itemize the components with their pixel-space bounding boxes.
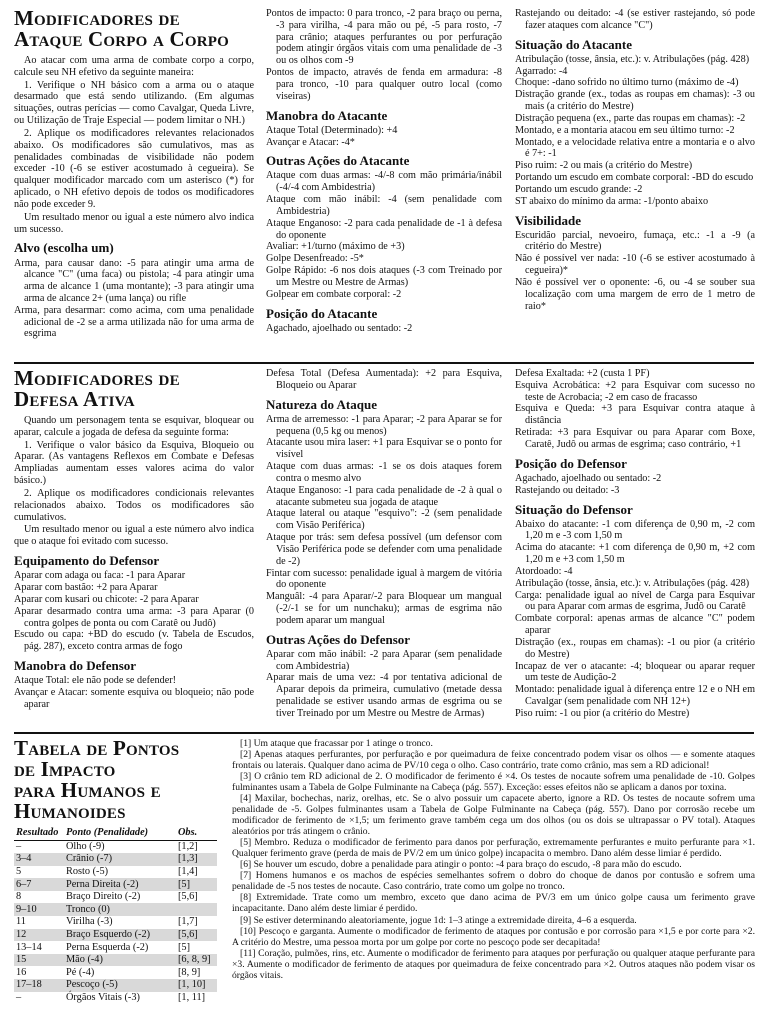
defense-maneuver-entry: Ataque Total: ele não pode se defender!	[14, 675, 177, 687]
hit-note: [9] Se estiver determinando aleatoriamente, jogue 1d: 1–3 atinge a extremidade direita, 4–6 a esquerda.	[240, 914, 637, 926]
attack-position-entry: Rastejando ou deitado: -4 (se estiver rastejando, só pode fazer ataques com alcance "C")	[515, 8, 755, 31]
defense-column-3	[515, 368, 755, 720]
attack-maneuver-entry: Avançar e Atacar: -4*	[266, 136, 355, 148]
defense-equipment-heading: Equipamento do Defensor	[14, 553, 160, 569]
hit-cell-location: Rosto (-5)	[66, 865, 109, 877]
attack-modifiers-section	[0, 8, 768, 363]
hit-cell-location: Tronco (0)	[64, 903, 176, 916]
defense-other-entry: Aparar mais de uma vez: -4 por tentativa adicional de Aparar depois da primeira, cumulativo (metade dessa penalidade se estiver usando armas de esgrima ou se tiver Treinado por um Mestre ou Mestre de Armas)	[266, 672, 502, 719]
hit-cell-location: Braço Esquerdo (-2)	[64, 929, 176, 942]
table-row	[14, 954, 217, 967]
defense-nature-entry: Ataque Enganoso: -1 para cada penalidade de -2 à qual o atacante submeteu sua jogada de ataque	[266, 484, 502, 508]
defense-nature-entry: Ataque lateral ou ataque "esquivo": -2 (sem penalidade com Visão Periférica)	[266, 508, 502, 532]
defense-column-1	[14, 368, 254, 711]
defense-title-line1: Modificadores de	[14, 366, 180, 390]
hit-cell-notes: [1,3]	[176, 853, 217, 866]
hit-cell-result: 13–14	[16, 941, 42, 953]
attack-visibility-entry: Não é possível ver nada: -10 (-6 se estiver acostumado à cegueira)*	[515, 253, 755, 277]
defense-equipment-entry: Aparar com adaga ou faca: -1 para Aparar	[14, 570, 186, 582]
table-row	[14, 891, 217, 904]
hit-cell-result: 3–4	[14, 853, 64, 866]
defense-result: Um resultado menor ou igual a este número alvo indica que o ataque foi evitado com sucesso.	[14, 524, 254, 548]
hit-cell-location: Braço Direito (-2)	[66, 891, 141, 903]
defense-intro: Quando um personagem tenta se esquivar, bloquear ou aparar, calcule a jogada de defesa da seguinte forma:	[14, 415, 254, 438]
hit-cell-result: 16	[16, 966, 27, 978]
hit-cell-location: Olho (-9)	[66, 841, 105, 853]
defense-situation-entry: Distração (ex., roupas em chamas): -1 ou pior (a critério do Mestre)	[515, 636, 755, 660]
defense-situation-entry: Incapaz de ver o atacante: -4; bloquear ou aparar requer um teste de Audição-2	[515, 660, 755, 684]
attack-other-entry: Golpe Rápido: -6 nos dois ataques (-3 com Treinado por um Mestre ou Mestre de Armas)	[266, 265, 502, 288]
defense-equipment-entry: Aparar com bastão: +2 para Aparar	[14, 582, 158, 594]
defense-situation-entry: Combate corporal: apenas armas de alcance "C" podem aparar	[515, 613, 755, 637]
table-row	[14, 929, 217, 942]
table-row	[14, 941, 217, 954]
attack-situation-entry: Piso ruim: -2 ou mais (a critério do Mestre)	[515, 160, 693, 172]
table-row	[14, 966, 217, 979]
attack-other-entry: Ataque com mão inábil: -4 (sem penalidade com Ambidestria)	[266, 194, 502, 217]
hit-cell-notes: [1, 10]	[176, 979, 217, 992]
defense-equipment-entry: Escudo ou capa: +BD do escudo (v. Tabela de Escudos, pág. 287), exceto contra armas de fogo	[14, 629, 254, 653]
table-row	[14, 866, 217, 879]
hit-header-result: Resultado	[14, 826, 64, 840]
hit-cell-result: 6–7	[14, 878, 64, 891]
hit-cell-notes: [5]	[176, 878, 217, 891]
hit-note: [10] Pescoço e garganta. Aumente o modificador de ferimento de ataques por contusão e por corrosão para ×1,5 e por corte para ×2. A critério do Mestre, uma pessoa morta por um golpe por corte no pescoço pode ser decapitada!	[232, 925, 755, 948]
attack-hit-entry: Pontos de impacto, através de fenda em armadura: -8 para tronco, -10 para qualquer outro local (como viseiras)	[266, 67, 502, 102]
defense-situation-entry: Piso ruim: -1 ou pior (a critério do Mestre)	[515, 707, 690, 719]
hit-cell-location: Mão (-4)	[64, 954, 176, 967]
attack-situation-heading: Situação do Atacante	[515, 36, 632, 52]
hit-note: [5] Membro. Reduza o modificador de ferimento para danos por perfuração, extremamente perfurantes e muito perfurante para ×1. Qualquer ferimento grave (perda de mais de PV/2 em um único golpe) incapacita o membro. Dano além desse limiar é perdido.	[232, 837, 755, 860]
attack-title-line2: Ataque Corpo a Corpo	[14, 27, 229, 51]
defense-title-line2: Defesa Ativa	[14, 387, 135, 411]
defense-modifiers-section	[0, 368, 768, 728]
table-row	[14, 840, 217, 853]
hit-cell-notes: [5,6]	[176, 929, 217, 942]
hit-cell-notes: [1,2]	[178, 841, 198, 853]
attack-column-3	[515, 8, 755, 312]
attack-visibility-heading: Visibilidade	[515, 212, 581, 228]
defense-nature-heading: Natureza do Ataque	[266, 396, 377, 412]
hit-note: [6] Se houver um escudo, dobre a penalidade para atingir o ponto: -4 para braço do escudo, -8 para mão do escudo.	[240, 859, 682, 871]
hit-cell-notes: [5,6]	[178, 891, 198, 903]
hit-cell-location: Perna Esquerda (-2)	[66, 941, 149, 953]
defense-position-heading: Posição do Defensor	[515, 455, 627, 471]
hit-cell-notes: [5]	[178, 941, 191, 953]
section-divider	[14, 732, 754, 734]
attack-situation-entry: ST abaixo do mínimo da arma: -1/ponto abaixo	[515, 195, 709, 207]
hit-title-line: para Humanos e	[14, 778, 161, 802]
table-row	[14, 903, 217, 916]
hit-table-title	[14, 738, 224, 822]
attack-step1: 1. Verifique o NH básico com a arma ou o ataque desarmado que está sendo utilizando. (Em algumas situações, outras perícias — como Cavalgar, Queda Livre, ou Utilização de Traje Especial — podem limitar o NH.)	[14, 79, 254, 127]
attack-column-2	[266, 8, 502, 334]
defense-nature-entry: Atacante usou mira laser: +1 para Esquivar se o ponto for visível	[266, 437, 502, 461]
table-row	[14, 979, 217, 992]
attack-visibility-entry: Não é possível ver o oponente: -6, ou -4 se souber sua localização com uma margem de erro de 1 metro de raio*	[515, 276, 755, 312]
defense-nature-entry: Arma de arremesso: -1 para Aparar; -2 para Aparar se for pequena (0,5 kg ou menos)	[266, 413, 502, 437]
hit-note: [1] Um ataque que fracassar por 1 atinge o tronco.	[240, 738, 433, 749]
table-row	[14, 992, 217, 1005]
attack-situation-entry: Distração pequena (ex., parte das roupas em chamas): -2	[515, 112, 746, 124]
attack-other-entry: Golpe Desenfreado: -5*	[266, 253, 364, 265]
hit-table-header-row	[14, 826, 217, 840]
hit-cell-result: –	[16, 991, 22, 1003]
attack-other-entry: Avaliar: +1/turno (máximo de +3)	[266, 241, 405, 253]
hit-cell-location: Crânio (-7)	[64, 853, 176, 866]
defense-nature-entry: Ataque com duas armas: -1 se os dois ataques forem contra o mesmo alvo	[266, 461, 502, 484]
hit-cell-result: 12	[14, 929, 64, 942]
hit-cell-notes	[176, 903, 217, 916]
attack-other-entry: Ataque Enganoso: -2 para cada penalidade de -1 à defesa do oponente	[266, 217, 502, 241]
hit-cell-result: 15	[14, 954, 64, 967]
defense-nature-entry: Manguâl: -4 para Aparar/-2 para Bloquear um mangual (-2/-1 se for um nunchaku); armas de esgrima não podem aparar um mangual	[266, 591, 502, 626]
defense-situation-entry: Acima do atacante: +1 com diferença de 0,90 m, +2 com 1,20 m e +3 com 1,50 m	[515, 542, 755, 566]
hit-cell-notes: [1, 11]	[178, 991, 206, 1003]
defense-position-entry: Agachado, ajoelhado ou sentado: -2	[515, 472, 662, 484]
hit-header-notes: Obs.	[176, 826, 217, 840]
defense-nature-entry: Fintar com sucesso: penalidade igual à margem de vitória do oponente	[266, 567, 502, 591]
defense-situation-entry: Atribulação (tosse, ânsia, etc.): v. Atribulações (pág. 428)	[515, 577, 750, 589]
hit-note: [2] Apenas ataques perfurantes, por perfuração e por queimadura de feixe concentrado podem visar os olhos — e somente ataques frontais ou laterais. Qualquer dano acima de PV/10 cega o olho. Caso contrário, trate como crânio, mas sem a RD adicional!	[232, 749, 755, 772]
attack-maneuver-heading: Manobra do Atacante	[266, 107, 388, 123]
defense-position-entry: Rastejando ou deitado: -3	[515, 484, 620, 496]
attack-situation-entry: Portando um escudo em combate corporal: -BD do escudo	[515, 172, 754, 184]
hit-header-location: Ponto (Penalidade)	[64, 826, 176, 840]
hit-note: [3] O crânio tem RD adicional de 2. O modificador de ferimento é ×4. Os testes de nocaute sofrem uma penalidade de -10. Golpes fulminantes usam a Tabela de Golpe Fulminante na Cabeça (pág. 557). Exceção: esses efeitos não se aplicam a danos por toxina.	[232, 771, 755, 794]
defense-column-2	[266, 368, 502, 720]
defense-situation-entry: Abaixo do atacante: -1 com diferença de 0,90 m, -2 com 1,20 m e -3 com 1,50 m	[515, 518, 755, 542]
defense-situation-entry: Atordoado: -4	[515, 565, 573, 577]
defense-nature-entry: Ataque por trás: sem defesa possível (um defensor com Visão Periférica pode se defender com uma penalidade de -2)	[266, 532, 502, 567]
table-row	[14, 853, 217, 866]
hit-cell-result: 9–10	[14, 903, 64, 916]
attack-situation-entry: Portando um escudo grande: -2	[515, 183, 643, 195]
attack-step2: 2. Aplique os modificadores relevantes relacionados abaixo. Os modificadores são cumulativos, mas as penalidades combinadas de visibilidade não podem exceder -10 (-6 se estiver acostumado à cegueira). Se qualquer modificador marcado com um asterisco (*) for aplicado, o NH efetivo depois de todos os modificadores não pode exceder 9.	[14, 127, 254, 210]
defense-equipment-entry: Aparar desarmado contra uma arma: -3 para Aparar (0 contra golpes de ponta ou com Caratê ou Judô)	[14, 605, 254, 629]
hit-cell-result: 5	[16, 865, 22, 877]
hit-cell-location: Órgãos Vitais (-3)	[66, 991, 140, 1003]
attack-situation-entry: Distração grande (ex., todas as roupas em chamas): -3 ou mais (a critério do Mestre)	[515, 89, 755, 113]
attack-other-heading: Outras Ações do Atacante	[266, 153, 410, 169]
attack-title-line1: Modificadores de	[14, 6, 180, 30]
hit-location-section	[0, 738, 768, 1022]
attack-result: Um resultado menor ou igual a este número alvo indica um sucesso.	[14, 211, 254, 235]
attack-target-heading: Alvo (escolha um)	[14, 240, 114, 256]
hit-cell-location: Perna Direita (-2)	[64, 878, 176, 891]
defense-maneuver-entry: Avançar e Atacar: somente esquiva ou bloqueio; não pode aparar	[14, 686, 254, 710]
hit-cell-notes: [1,4]	[178, 865, 198, 877]
attack-situation-entry: Montado, e a velocidade relativa entre a montaria e o alvo é 7+: -1	[515, 136, 755, 160]
attack-other-entry: Golpear em combate corporal: -2	[266, 288, 402, 300]
defense-other-entry: Defesa Exaltada: +2 (custa 1 PF)	[515, 368, 650, 379]
attack-target-entry: Arma, para desarmar: como acima, com uma penalidade adicional de -2 se a arma utilizada não for uma arma de esgrima	[14, 304, 254, 340]
hit-cell-notes: [1,7]	[178, 916, 198, 928]
hit-note: [4] Maxilar, bochechas, nariz, orelhas, etc. Se o alvo possuir um capacete aberto, ignore a RD. Os testes de nocaute sofrem uma penalidade de -5. Golpes fulminantes usam a Tabela de Golpe Fulminante na Cabeça (pág. 557). Dano por corrosão recebe um modificador de ferimento de ×1,5; um ferimento grave também cega um dos olhos (ou os dois se ultrapassar o PV total). Ataques aleatórios por trás atingem o crânio.	[232, 793, 755, 838]
table-row	[14, 878, 217, 891]
defense-other-entry: Esquiva e Queda: +3 para Esquivar contra ataque à distância	[515, 403, 755, 427]
hit-cell-notes: [6, 8, 9]	[176, 954, 217, 967]
defense-maneuver-heading: Manobra do Defensor	[14, 657, 137, 673]
defense-situation-entry: Montado: penalidade igual à diferença entre 12 e o NH em Cavalgar (sem penalidade com NH 12+)	[515, 684, 755, 708]
attack-other-entry: Ataque com duas armas: -4/-8 com mão primária/inábil (-4/-4 com Ambidestria)	[266, 170, 502, 194]
defense-step2: 2. Aplique os modificadores condicionais relevantes relacionados abaixo. Todos os modificadores são cumulativos.	[14, 487, 254, 523]
attack-hit-entry: Pontos de impacto: 0 para tronco, -2 para braço ou perna, -3 para virilha, -4 para mão ou pé, -5 para rosto, -7 para crânio; ataques perfurantes ou por perfuração podem atingir órgãos vitais com uma penalidade de -3 ou os olhos com -9	[266, 8, 502, 67]
attack-position-entry: Agachado, ajoelhado ou sentado: -2	[266, 322, 413, 334]
defense-situation-entry: Carga: penalidade igual ao nível de Carga para Esquivar ou para Aparar com armas de esgrima, Judô ou Caratê	[515, 589, 755, 613]
hit-cell-result: 8	[16, 891, 22, 903]
hit-cell-result: 11	[16, 916, 26, 928]
defense-equipment-entry: Aparar com kusari ou chicote: -2 para Aparar	[14, 593, 199, 605]
hit-cell-notes: [8, 9]	[178, 966, 201, 978]
attack-target-entry: Arma, para causar dano: -5 para atingir uma arma de alcance "C" (uma faca) ou pistola; -4 para atingir uma arma de alcance 1 (uma montante); -3 para atingir uma arma de alcance 2+ (uma lança) ou rifle	[14, 257, 254, 304]
attack-position-heading: Posição do Atacante	[266, 305, 378, 321]
hit-note: [7] Homens humanos e os machos de espécies semelhantes sofrem o dobro do choque de danos por contusão e sofrem uma penalidade de -5 nos testes de nocaute. Caso contrário, trate como um golpe no tronco.	[232, 870, 755, 893]
section-divider	[14, 362, 754, 364]
hit-cell-result: 17–18	[14, 979, 64, 992]
attack-title	[14, 8, 254, 50]
attack-situation-entry: Atribulação (tosse, ânsia, etc.): v. Atribulações (pág. 428)	[515, 53, 750, 65]
attack-situation-entry: Agarrado: -4	[515, 65, 568, 77]
table-row	[14, 916, 217, 929]
defense-total-entry: Defesa Total (Defesa Aumentada): +2 para Esquiva, Bloqueio ou Aparar	[266, 368, 502, 391]
hit-cell-result: –	[16, 841, 22, 853]
hit-location-table	[14, 826, 217, 1004]
hit-cell-location: Pescoço (-5)	[64, 979, 176, 992]
hit-table-column	[14, 738, 224, 1004]
attack-maneuver-entry: Ataque Total (Determinado): +4	[266, 124, 398, 136]
hit-note: [8] Extremidade. Trate como um membro, exceto que dano acima de PV/3 em um único golpe causa um ferimento grave incapacitante. Dano além deste limiar é perdido.	[232, 892, 755, 915]
attack-situation-entry: Choque: -dano sofrido no último turno (máximo de -4)	[515, 77, 739, 89]
hit-cell-location: Virilha (-3)	[66, 916, 113, 928]
attack-column-1	[14, 8, 254, 340]
attack-visibility-entry: Escuridão parcial, nevoeiro, fumaça, etc.: -1 a -9 (a critério do Mestre)	[515, 229, 755, 253]
hit-table-notes	[232, 738, 755, 981]
hit-title-line: Tabela de Pontos	[14, 736, 180, 760]
defense-situation-heading: Situação do Defensor	[515, 501, 633, 517]
hit-title-line: Humanoides	[14, 799, 126, 823]
defense-other-heading: Outras Ações do Defensor	[266, 631, 411, 647]
defense-other-entry: Aparar com mão inábil: -2 para Aparar (sem penalidade com Ambidestria)	[266, 648, 502, 672]
hit-cell-location: Pé (-4)	[66, 966, 95, 978]
hit-note: [11] Coração, pulmões, rins, etc. Aumente o modificador de ferimento para ataques por perfuração ou qualquer ataque perfurante para ×3. Aumente o modificador de ferimento de ataques por queimadura de feixe concentrado para ×2. Outros ataques não podem visar os órgãos vitais.	[232, 947, 755, 981]
defense-other-entry: Retirada: +3 para Esquivar ou para Aparar com Boxe, Caratê, Judô ou armas de esgrima; caso contrário, +1	[515, 427, 755, 450]
attack-situation-entry: Montado, e a montaria atacou em seu último turno: -2	[515, 124, 735, 136]
attack-intro: Ao atacar com uma arma de combate corpo a corpo, calcule seu NH efetivo da seguinte maneira:	[14, 55, 254, 78]
defense-step1: 1. Verifique o valor básico da Esquiva, Bloqueio ou Aparar. (As vantagens Reflexos em Combate e Defesas Ampliadas aumentam esses valores acima do valor básico.)	[14, 439, 254, 487]
hit-title-line: de Impacto	[14, 757, 116, 781]
defense-other-entry: Esquiva Acrobática: +2 para Esquivar com sucesso no teste de Acrobacia; -2 em caso de fracasso	[515, 379, 755, 403]
defense-title	[14, 368, 254, 410]
